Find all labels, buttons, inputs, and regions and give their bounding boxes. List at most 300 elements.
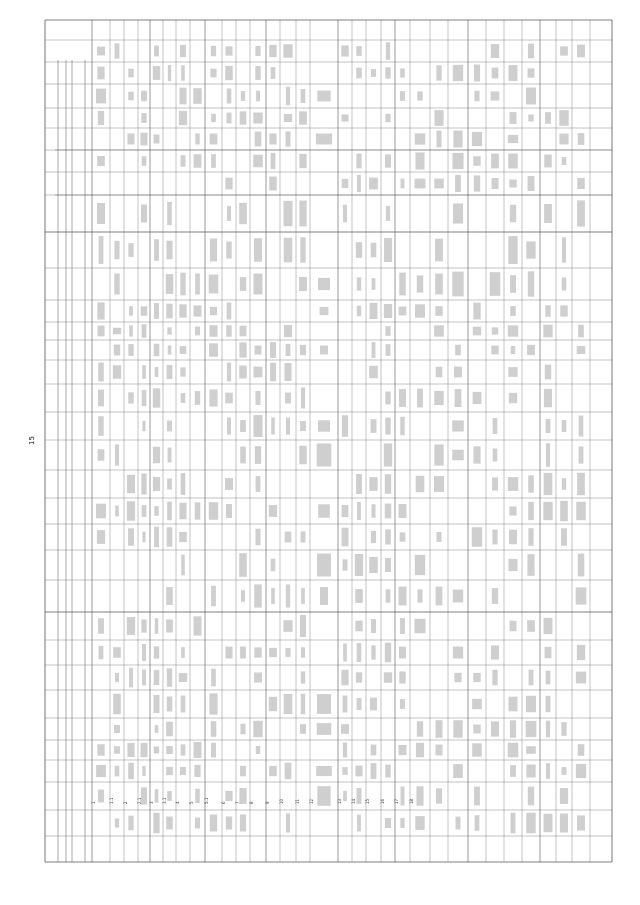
- cell-text-mark: [452, 272, 463, 297]
- cell-text-mark: [508, 153, 518, 168]
- cell-text-mark: [371, 763, 377, 779]
- cell-text-mark: [561, 528, 567, 545]
- cell-text-mark: [254, 238, 262, 262]
- cell-text-mark: [355, 621, 362, 632]
- cell-text-mark: [195, 502, 201, 519]
- cell-text-mark: [286, 87, 290, 106]
- cell-text-mark: [255, 46, 260, 56]
- cell-text-mark: [141, 91, 147, 101]
- cell-text-mark: [435, 306, 442, 316]
- cell-text-mark: [453, 646, 463, 658]
- cell-text-mark: [227, 88, 231, 103]
- cell-text-mark: [472, 743, 482, 756]
- cell-text-mark: [343, 643, 347, 661]
- cell-text-mark: [509, 179, 516, 187]
- cell-text-mark: [299, 154, 306, 168]
- cell-text-mark: [527, 620, 535, 632]
- cell-text-mark: [286, 131, 291, 146]
- cell-text-mark: [528, 68, 535, 77]
- cell-text-mark: [154, 646, 159, 658]
- cell-text-mark: [141, 743, 148, 757]
- cell-text-mark: [453, 720, 462, 738]
- cell-text-mark: [474, 65, 480, 82]
- cell-text-mark: [544, 473, 553, 495]
- cell-text-mark: [240, 766, 246, 776]
- cell-text-mark: [355, 554, 363, 576]
- cell-text-mark: [526, 696, 536, 712]
- cell-text-mark: [299, 446, 307, 465]
- cell-text-mark: [225, 791, 232, 801]
- cell-text-mark: [357, 698, 362, 710]
- cell-text-mark: [209, 325, 217, 337]
- cell-text-mark: [473, 156, 480, 165]
- cell-text-mark: [473, 303, 480, 320]
- cell-text-mark: [341, 670, 348, 685]
- cell-text-mark: [142, 766, 145, 776]
- cell-text-mark: [385, 418, 390, 435]
- cell-text-mark: [578, 554, 585, 577]
- cell-text-mark: [417, 589, 422, 603]
- cell-text-mark: [253, 155, 263, 167]
- cell-text-mark: [452, 420, 464, 431]
- cell-text-mark: [286, 344, 291, 356]
- cell-text-mark: [256, 746, 260, 754]
- cell-text-mark: [225, 46, 232, 55]
- cell-text-mark: [436, 720, 443, 738]
- cell-text-mark: [436, 367, 443, 378]
- cell-text-mark: [356, 242, 362, 258]
- cell-text-mark: [153, 447, 160, 463]
- cell-text-mark: [341, 45, 348, 56]
- cell-text-mark: [455, 345, 461, 356]
- cell-text-mark: [211, 743, 216, 758]
- cell-text-mark: [526, 813, 535, 834]
- cell-text-mark: [473, 673, 480, 682]
- cell-text-mark: [356, 474, 362, 494]
- cell-text-mark: [97, 47, 105, 56]
- cell-text-mark: [509, 530, 517, 545]
- cell-text-mark: [371, 504, 375, 517]
- cell-text-mark: [384, 672, 392, 682]
- cell-text-mark: [546, 671, 551, 685]
- cell-text-mark: [239, 553, 247, 577]
- cell-text-mark: [560, 788, 568, 804]
- cell-text-mark: [167, 478, 172, 489]
- cell-text-mark: [167, 421, 172, 432]
- cell-text-mark: [386, 589, 391, 602]
- cell-text-mark: [225, 647, 232, 659]
- cell-text-mark: [142, 505, 147, 517]
- cell-text-mark: [98, 416, 103, 436]
- cell-text-mark: [299, 201, 306, 227]
- cell-text-mark: [453, 65, 463, 81]
- cell-text-mark: [155, 618, 158, 634]
- cell-text-mark: [357, 306, 361, 316]
- cell-text-mark: [371, 69, 376, 77]
- cell-text-mark: [385, 114, 390, 122]
- cell-text-mark: [254, 367, 263, 378]
- cell-text-mark: [453, 589, 463, 602]
- row-number: 18: [409, 798, 414, 804]
- cell-text-mark: [98, 790, 104, 803]
- cell-text-mark: [317, 786, 330, 806]
- cell-text-mark: [508, 325, 518, 336]
- cell-text-mark: [115, 766, 120, 777]
- cell-text-mark: [561, 722, 566, 736]
- cell-text-mark: [181, 473, 186, 495]
- cell-text-mark: [357, 175, 361, 192]
- cell-text-mark: [385, 765, 390, 778]
- row-number: 2.1: [137, 797, 142, 804]
- cell-text-mark: [195, 327, 200, 336]
- cell-text-mark: [509, 65, 518, 81]
- cell-text-mark: [167, 668, 172, 686]
- cell-text-mark: [270, 342, 276, 358]
- cell-text-mark: [97, 530, 105, 544]
- cell-text-mark: [284, 325, 292, 337]
- row-number: 12: [309, 798, 314, 804]
- cell-text-mark: [301, 694, 305, 715]
- cell-text-mark: [544, 204, 552, 223]
- cell-text-mark: [401, 179, 405, 189]
- cell-text-mark: [544, 814, 553, 832]
- row-number: 1: [91, 801, 96, 804]
- cell-text-mark: [271, 67, 276, 79]
- cell-text-mark: [415, 816, 424, 830]
- cell-text-mark: [493, 448, 498, 461]
- cell-text-mark: [562, 237, 566, 262]
- cell-text-mark: [154, 527, 159, 548]
- cell-text-mark: [240, 447, 246, 464]
- cell-text-mark: [508, 367, 517, 377]
- cell-text-mark: [385, 474, 391, 494]
- cell-text-mark: [300, 237, 305, 262]
- cell-text-mark: [285, 648, 290, 657]
- cell-text-mark: [209, 502, 218, 520]
- cell-text-mark: [372, 342, 376, 358]
- cell-text-mark: [434, 476, 444, 492]
- cell-text-mark: [179, 111, 187, 125]
- cell-text-mark: [508, 236, 517, 264]
- cell-text-mark: [511, 346, 516, 354]
- cell-text-mark: [415, 304, 425, 317]
- cell-text-mark: [385, 529, 391, 544]
- cell-text-mark: [342, 505, 349, 517]
- cell-text-mark: [115, 444, 119, 465]
- cell-text-mark: [526, 765, 535, 778]
- cell-text-mark: [385, 818, 391, 828]
- cell-text-mark: [96, 504, 106, 519]
- cell-text-mark: [434, 325, 444, 336]
- cell-text-mark: [317, 443, 332, 466]
- cell-text-mark: [343, 695, 348, 712]
- cell-text-mark: [194, 154, 202, 167]
- cell-text-mark: [577, 45, 585, 58]
- cell-text-mark: [474, 175, 480, 191]
- cell-text-mark: [546, 696, 551, 712]
- cell-text-mark: [227, 206, 231, 221]
- cell-text-mark: [356, 672, 362, 682]
- cell-text-mark: [436, 131, 441, 148]
- cell-text-mark: [473, 392, 482, 404]
- cell-text-mark: [128, 92, 134, 100]
- cell-text-mark: [142, 156, 147, 166]
- cell-text-mark: [154, 303, 159, 319]
- cell-text-mark: [209, 275, 219, 294]
- cell-text-mark: [301, 387, 305, 408]
- cell-text-mark: [210, 239, 217, 262]
- cell-text-mark: [181, 744, 186, 755]
- cell-text-mark: [416, 476, 425, 493]
- cell-text-mark: [141, 204, 147, 222]
- cell-text-mark: [225, 66, 233, 80]
- cell-text-mark: [253, 113, 262, 124]
- cell-text-mark: [320, 307, 329, 315]
- cell-text-mark: [562, 420, 567, 432]
- cell-text-mark: [211, 721, 217, 737]
- cell-text-mark: [526, 746, 536, 754]
- cell-text-mark: [153, 813, 159, 833]
- row-number: 15: [365, 798, 370, 804]
- cell-text-mark: [343, 743, 347, 758]
- cell-text-mark: [300, 615, 306, 637]
- cell-text-mark: [181, 155, 186, 167]
- cell-text-mark: [355, 589, 363, 603]
- cell-text-mark: [400, 618, 405, 634]
- cell-text-mark: [491, 346, 498, 355]
- cell-text-mark: [434, 391, 443, 405]
- row-number: 14: [351, 798, 356, 804]
- cell-text-mark: [142, 365, 146, 379]
- cell-text-mark: [180, 273, 185, 296]
- cell-text-mark: [317, 694, 331, 714]
- cell-text-mark: [286, 417, 290, 434]
- cell-text-mark: [399, 307, 407, 316]
- cell-text-mark: [528, 176, 535, 191]
- cell-text-mark: [255, 132, 262, 147]
- cell-text-mark: [490, 272, 501, 296]
- cell-text-mark: [195, 134, 199, 145]
- cell-text-mark: [113, 694, 121, 714]
- cell-text-mark: [270, 363, 276, 381]
- cell-text-mark: [511, 813, 516, 834]
- cell-text-mark: [300, 421, 306, 431]
- cell-text-mark: [225, 178, 232, 190]
- cell-text-mark: [452, 153, 463, 169]
- cell-text-mark: [155, 725, 159, 733]
- cell-text-mark: [99, 646, 104, 659]
- cell-text-mark: [168, 65, 171, 81]
- cell-text-mark: [436, 65, 441, 80]
- cell-text-mark: [239, 788, 246, 804]
- cell-text-mark: [210, 307, 217, 315]
- cell-text-mark: [166, 767, 173, 775]
- cell-text-mark: [453, 764, 463, 778]
- cell-text-mark: [318, 420, 330, 431]
- cell-text-mark: [240, 111, 247, 124]
- cell-text-mark: [357, 815, 361, 832]
- cell-text-mark: [510, 306, 516, 316]
- cell-text-mark: [179, 503, 186, 520]
- cell-text-mark: [577, 645, 585, 660]
- cell-text-mark: [357, 643, 362, 662]
- cell-text-mark: [211, 114, 216, 122]
- cell-text-mark: [385, 154, 391, 167]
- cell-text-mark: [545, 305, 550, 317]
- cell-text-mark: [508, 743, 519, 758]
- cell-text-mark: [577, 815, 585, 830]
- cell-text-mark: [269, 505, 277, 517]
- cell-text-mark: [141, 619, 146, 632]
- cell-text-mark: [560, 814, 568, 833]
- cell-text-mark: [284, 238, 293, 263]
- cell-text-mark: [491, 91, 500, 100]
- cell-text-mark: [226, 325, 231, 337]
- cell-text-mark: [98, 362, 104, 381]
- cell-text-mark: [194, 765, 200, 777]
- cell-text-mark: [577, 200, 585, 226]
- cell-text-mark: [240, 646, 246, 658]
- cell-text-mark: [285, 393, 291, 404]
- cell-text-mark: [317, 723, 332, 735]
- cell-text-mark: [560, 305, 567, 316]
- cell-text-mark: [128, 392, 134, 403]
- cell-text-mark: [179, 304, 186, 317]
- cell-text-mark: [528, 787, 534, 806]
- cell-text-mark: [543, 502, 552, 520]
- cell-text-mark: [473, 327, 481, 336]
- cell-text-mark: [166, 241, 172, 260]
- cell-text-mark: [510, 275, 516, 293]
- cell-text-mark: [472, 132, 482, 146]
- cell-text-mark: [227, 363, 231, 382]
- row-number: 3: [149, 801, 154, 804]
- cell-text-mark: [415, 133, 426, 144]
- cell-text-mark: [399, 273, 406, 296]
- cell-text-mark: [415, 179, 426, 189]
- cell-text-mark: [509, 393, 517, 403]
- cell-text-mark: [154, 344, 160, 356]
- cell-text-mark: [211, 46, 216, 56]
- cell-text-mark: [529, 670, 534, 686]
- cell-text-mark: [301, 89, 306, 103]
- cell-text-mark: [286, 584, 290, 607]
- row-number: 7: [235, 801, 240, 804]
- cell-text-mark: [114, 345, 120, 356]
- row-number: 1.1: [109, 797, 114, 804]
- cell-text-mark: [195, 391, 200, 405]
- cell-text-mark: [114, 746, 120, 754]
- cell-text-mark: [371, 619, 376, 633]
- cell-text-mark: [399, 671, 405, 683]
- cell-text-mark: [97, 156, 105, 166]
- cell-text-mark: [167, 327, 171, 334]
- cell-text-mark: [181, 647, 185, 658]
- cell-text-mark: [128, 344, 133, 356]
- cell-text-mark: [286, 813, 290, 832]
- cell-text-mark: [371, 645, 375, 659]
- cell-text-mark: [269, 697, 277, 711]
- cell-text-mark: [399, 504, 407, 518]
- cell-text-mark: [436, 788, 442, 803]
- cell-text-mark: [526, 721, 537, 737]
- cell-text-mark: [370, 698, 377, 711]
- cell-text-mark: [316, 134, 332, 145]
- cell-text-mark: [355, 766, 362, 777]
- cell-text-mark: [167, 365, 173, 379]
- cell-text-mark: [576, 764, 586, 778]
- cell-text-mark: [385, 504, 391, 519]
- cell-text-mark: [166, 817, 173, 830]
- cell-text-mark: [211, 669, 216, 687]
- cell-text-mark: [544, 155, 551, 168]
- cell-text-mark: [416, 786, 423, 805]
- cell-text-mark: [398, 587, 406, 606]
- cell-text-mark: [180, 45, 186, 57]
- cell-text-mark: [241, 590, 245, 601]
- cell-text-mark: [509, 112, 516, 124]
- cell-text-mark: [283, 620, 292, 632]
- cell-text-mark: [301, 671, 305, 683]
- cell-text-mark: [475, 815, 480, 831]
- cell-text-mark: [454, 673, 461, 682]
- cell-text-mark: [97, 744, 104, 755]
- cell-text-mark: [253, 415, 262, 437]
- cell-text-mark: [417, 91, 422, 100]
- cell-text-mark: [399, 745, 407, 755]
- cell-text-mark: [526, 241, 535, 258]
- cell-text-mark: [491, 154, 499, 169]
- cell-text-mark: [560, 46, 568, 55]
- cell-text-mark: [128, 763, 134, 779]
- cell-text-mark: [239, 366, 247, 379]
- cell-text-mark: [369, 178, 378, 190]
- cell-text-mark: [528, 114, 533, 121]
- cell-text-mark: [343, 791, 347, 801]
- cell-text-mark: [210, 69, 216, 78]
- cell-text-mark: [342, 767, 347, 775]
- cell-text-mark: [255, 345, 262, 354]
- cell-text-mark: [97, 203, 105, 224]
- cell-text-mark: [399, 647, 406, 659]
- cell-text-mark: [114, 725, 120, 733]
- cell-text-mark: [128, 243, 133, 257]
- cell-text-mark: [98, 111, 104, 125]
- cell-text-mark: [579, 446, 584, 463]
- cell-text-mark: [369, 366, 378, 379]
- cell-text-mark: [343, 205, 347, 222]
- cell-text-mark: [226, 504, 232, 518]
- cell-text-mark: [371, 243, 377, 257]
- cell-text-mark: [492, 178, 499, 189]
- row-number: 10: [279, 798, 284, 804]
- cell-text-mark: [561, 767, 566, 775]
- cell-text-mark: [98, 390, 104, 407]
- cell-text-mark: [492, 588, 498, 604]
- cell-text-mark: [453, 130, 462, 147]
- cell-text-mark: [255, 391, 260, 405]
- cell-text-mark: [225, 393, 233, 404]
- cell-text-mark: [370, 303, 378, 319]
- cell-text-mark: [114, 241, 119, 259]
- cell-text-mark: [435, 239, 443, 262]
- cell-text-mark: [114, 273, 119, 294]
- cell-text-mark: [98, 618, 104, 633]
- cell-text-mark: [127, 475, 135, 493]
- cell-text-mark: [528, 475, 534, 492]
- cell-text-mark: [341, 724, 349, 734]
- cell-text-mark: [96, 89, 106, 104]
